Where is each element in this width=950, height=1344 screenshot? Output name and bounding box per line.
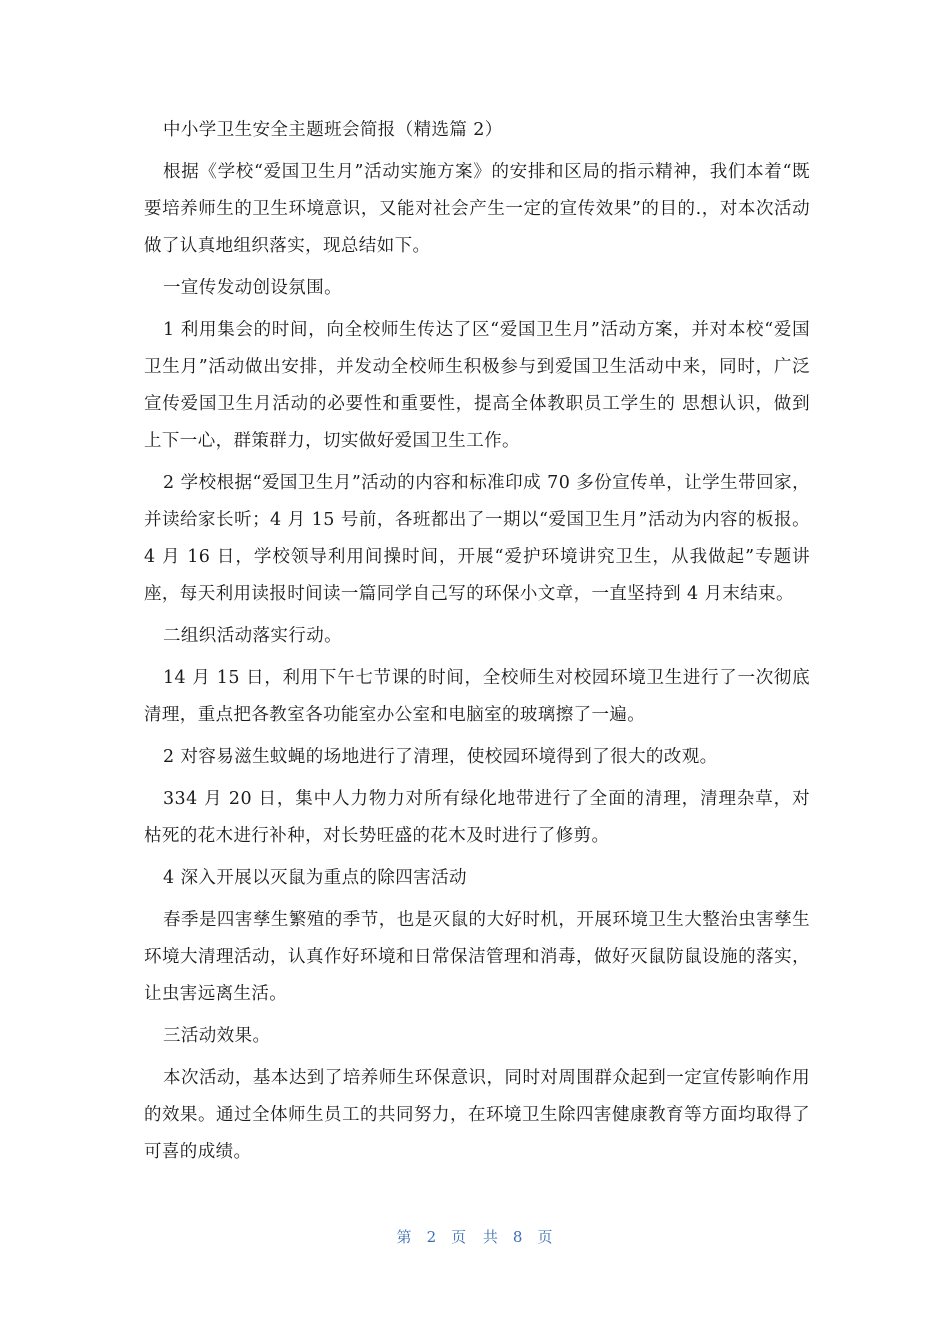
paragraph-2-3: 334 月 20 日，集中人力物力对所有绿化地带进行了全面的清理，清理杂草，对枯死的花木进行补种，对长势旺盛的花木及时进行了修剪。 — [144, 789, 810, 846]
section-heading-1: 一宣传发动创设氛围。 — [163, 278, 342, 298]
paragraph-intro: 根据《学校“爱国卫生月”活动实施方案》的安排和区局的指示精神，我们本着“既要培养师生的卫生环境意识，又能对社会产生一定的宣传效果”的目的.，对本次活动做了认真地组织落实，现总结如下。 — [144, 162, 810, 256]
paragraph-3-1: 本次活动，基本达到了培养师生环保意识，同时对周围群众起到一定宣传影响作用的效果。通过全体师生员工的共同努力，在环境卫生除四害健康教育等方面均取得了可喜的成绩。 — [144, 1068, 810, 1162]
paragraph-1-2: 2 学校根据“爱国卫生月”活动的内容和标准印成 70 多份宣传单，让学生带回家，并读给家长听；4 月 15 号前，各班都出了一期以“爱国卫生月”活动为内容的板报。4 月 16 日，学校领导利用间操时间，开展“爱护环境讲究卫生，从我做起”专题讲座，每天利用读报时间读一篇同学自己写的环保小文章，一直坚持到 4 月末结束。 — [144, 473, 810, 604]
page-number-current: 2 — [426, 1228, 438, 1246]
paragraph-2-1: 14 月 15 日，利用下午七节课的时间，全校师生对校园环境卫生进行了一次彻底清理，重点把各教室各功能室办公室和电脑室的玻璃擦了一遍。 — [144, 668, 810, 725]
page-footer-ye: 页 — [537, 1228, 554, 1246]
paragraph-1-1: 1 利用集会的时间，向全校师生传达了区“爱国卫生月”活动方案，并对本校“爱国卫生月”活动做出安排，并发动全校师生积极参与到爱国卫生活动中来，同时，广泛宣传爱国卫生月活动的必要性和重要性，提高全体教职员工学生的 思想认识，做到上下一心，群策群力，切实做好爱国卫生工作。 — [144, 320, 810, 451]
section-heading-2: 二组织活动落实行动。 — [163, 626, 342, 646]
page-footer-di: 第 — [396, 1228, 413, 1246]
page-number-total: 8 — [512, 1228, 524, 1246]
paragraph-2-4: 4 深入开展以灭鼠为重点的除四害活动 — [163, 868, 467, 888]
paragraph-2-2: 2 对容易滋生蚊蝇的场地进行了清理，使校园环境得到了很大的改观。 — [163, 747, 718, 767]
page-footer-ye-gong: 页 共 — [451, 1228, 499, 1246]
section-heading-3: 三活动效果。 — [163, 1026, 271, 1046]
paragraph-2-5: 春季是四害孳生繁殖的季节，也是灭鼠的大好时机，开展环境卫生大整治虫害孳生环境大清理活动，认真作好环境和日常保洁管理和消毒，做好灭鼠防鼠设施的落实，让虫害远离生活。 — [144, 910, 810, 1004]
page-footer — [0, 1226, 950, 1247]
document-title: 中小学卫生安全主题班会简报（精选篇 2） — [163, 120, 503, 140]
document-body — [144, 112, 810, 1176]
